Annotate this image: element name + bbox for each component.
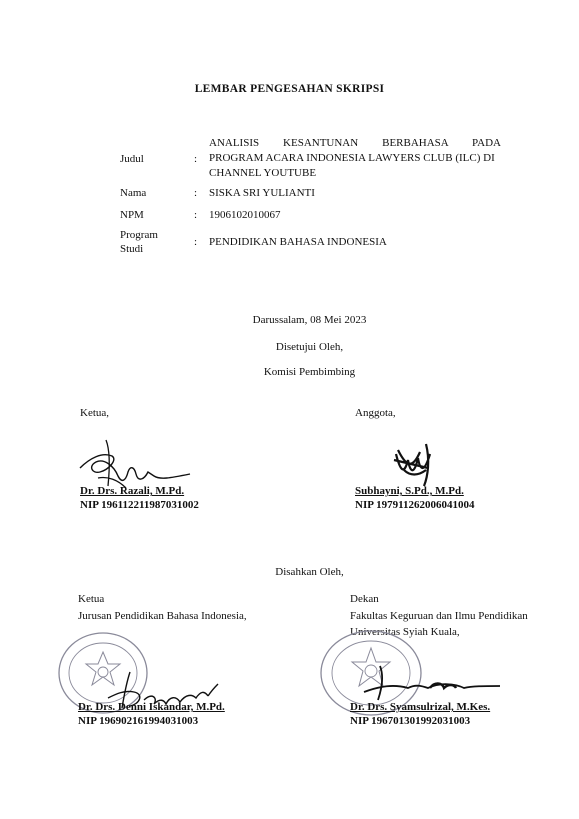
anggota-role: Anggota, — [355, 407, 396, 419]
anggota-signature — [390, 440, 440, 490]
right-role-line-1: Dekan — [350, 593, 379, 605]
left-name: Dr. Drs. Denni Iskandar, M.Pd. — [78, 701, 225, 713]
judul-colon: : — [194, 153, 198, 165]
right-role-line-3: Universitas Syiah Kuala, — [350, 626, 460, 638]
prodi-colon: : — [194, 236, 198, 248]
judul-line-2: PROGRAM ACARA INDONESIA LAWYERS CLUB (ILC) DI — [209, 152, 495, 164]
anggota-name: Subhayni, S.Pd., M.Pd. — [355, 485, 464, 497]
page-title: LEMBAR PENGESAHAN SKRIPSI — [194, 83, 385, 95]
right-name: Dr. Drs. Syamsulrizal, M.Kes. — [350, 701, 491, 713]
ketua-name: Dr. Drs. Razali, M.Pd. — [80, 485, 185, 497]
committee-heading: Komisi Pembimbing — [263, 366, 356, 378]
left-role-line-2: Jurusan Pendidikan Bahasa Indonesia, — [78, 610, 247, 622]
left-role-line-1: Ketua — [78, 593, 105, 605]
npm-colon: : — [194, 209, 198, 221]
npm-label: NPM — [120, 209, 144, 221]
nama-label: Nama — [120, 187, 147, 199]
ketua-role: Ketua, — [80, 407, 110, 419]
npm-value: 1906102010067 — [209, 209, 281, 221]
nama-value: SISKA SRI YULIANTI — [209, 187, 315, 199]
judul-line-3: CHANNEL YOUTUBE — [209, 167, 317, 179]
approved-by: Disetujui Oleh, — [275, 341, 344, 353]
ketua-nip: NIP 196112211987031002 — [80, 499, 199, 511]
prodi-label-line-1: Program — [120, 229, 158, 241]
nama-colon: : — [194, 187, 198, 199]
judul-label: Judul — [120, 153, 144, 165]
place-date: Darussalam, 08 Mei 2023 — [252, 314, 367, 326]
dean-signature — [360, 664, 510, 704]
left-nip: NIP 196902161994031003 — [78, 715, 199, 727]
right-role-line-2: Fakultas Keguruan dan Ilmu Pendidikan — [350, 610, 528, 622]
prodi-label-line-2: Studi — [120, 243, 144, 255]
judul-value — [209, 136, 501, 181]
right-nip: NIP 196701301992031003 — [350, 715, 471, 727]
anggota-nip: NIP 197911262006041004 — [355, 499, 475, 511]
judul-line-1: ANALISIS KESANTUNAN BERBAHASA PADA — [209, 137, 501, 149]
prodi-value: PENDIDIKAN BAHASA INDONESIA — [209, 236, 387, 248]
ratification-heading: Disahkan Oleh, — [275, 566, 344, 578]
